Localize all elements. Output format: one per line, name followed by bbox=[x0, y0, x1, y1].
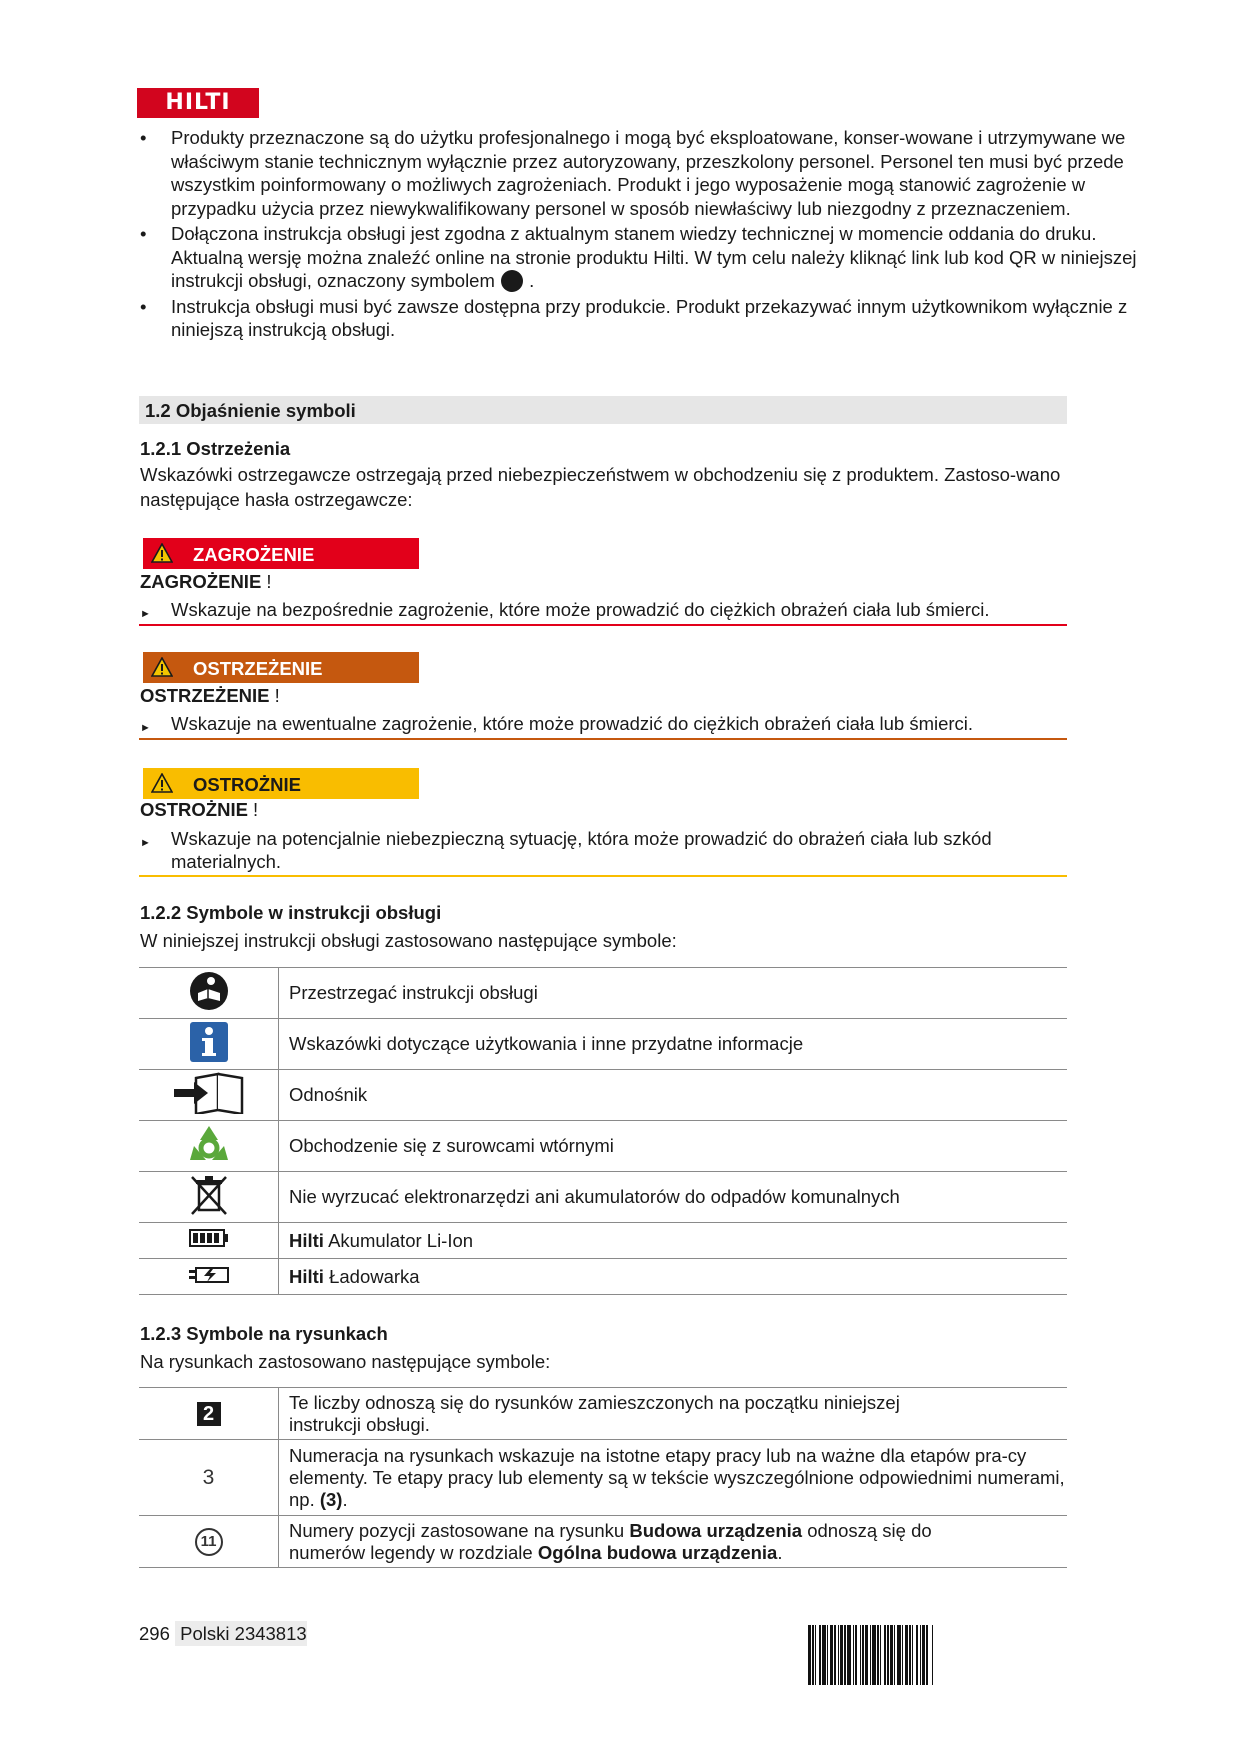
symbol-description: Wskazówki dotyczące użytkowania i inne przydatne informacje bbox=[279, 1019, 1068, 1070]
warning-description bbox=[140, 712, 1070, 735]
bullet-glyph: • bbox=[140, 223, 147, 244]
symbol-cell bbox=[139, 1440, 279, 1516]
barcode-icon bbox=[808, 1625, 1066, 1685]
symbol-description: Obchodzenie się z surowcami wtórnymi bbox=[279, 1121, 1068, 1172]
table-row bbox=[139, 1019, 1067, 1070]
bullet-text-3: Instrukcja obsługi musi być zawsze dostępna przy produkcie. Produkt przekazywać innym użytkownikom wyłącznie z niniejszą instrukcją obsługi. bbox=[171, 295, 1128, 340]
warnings-heading: 1.2.1 Ostrzeżenia bbox=[140, 438, 291, 459]
hilti-logo bbox=[137, 88, 259, 118]
warning-text: Wskazuje na ewentualne zagrożenie, które może prowadzić do ciężkich obrażeń ciała lub śmierci. bbox=[171, 713, 974, 734]
symbol-cell bbox=[139, 1259, 279, 1295]
page-footer bbox=[139, 1623, 307, 1645]
language-text: Polski bbox=[180, 1623, 230, 1644]
warning-triangle-icon bbox=[151, 657, 173, 677]
step-number-icon: 3 bbox=[202, 1465, 215, 1489]
position-text-2: odnoszą się do numerów legendy w rozdziale bbox=[289, 1519, 932, 1563]
caution-rule bbox=[139, 875, 1067, 877]
table-row bbox=[139, 1440, 1067, 1516]
warning-triangle-icon bbox=[151, 543, 173, 563]
table-row bbox=[139, 1121, 1067, 1172]
warning-label-text: OSTRZEŻENIE bbox=[193, 658, 323, 679]
table-row bbox=[139, 1388, 1067, 1440]
danger-rule bbox=[139, 624, 1067, 626]
warning-triangle-icon bbox=[151, 773, 173, 793]
symbol-description bbox=[279, 1223, 1068, 1259]
list-item bbox=[140, 222, 1155, 293]
symbol-cell bbox=[139, 1070, 279, 1121]
symbol-description bbox=[279, 1440, 1068, 1516]
bullet-text-1: Produkty przeznaczone są do użytku profesjonalnego i mogą być eksploatowane, konser-wowane i utrzymywane we właściwym stanie technicznym wyłącznie przez autoryzowany, przeszkolony personel. Personel ten musi być przede wszystkim poinformowany o możliwych zagrożeniach. Produkt i jego wyposażenie mogą stanowić zagrożenie w przypadku użycia przez niewykwalifikowany personel w sposób niewłaściwy lub niezgodny z przeznaczeniem. bbox=[171, 127, 1126, 219]
danger-title-text: ZAGROŻENIE bbox=[140, 571, 262, 592]
symbol-cell bbox=[139, 1388, 279, 1440]
table-row bbox=[139, 1516, 1067, 1568]
step-tail: . bbox=[342, 1488, 348, 1510]
product-name: Akumulator Li-Ion bbox=[323, 1229, 474, 1251]
qr-link-icon[interactable] bbox=[501, 270, 523, 292]
symbol-cell bbox=[139, 1172, 279, 1223]
symbol-cell bbox=[139, 968, 279, 1019]
page-number: 296 bbox=[139, 1623, 170, 1644]
caution-text: Wskazuje na potencjalnie niebezpieczną sytuację, która może prowadzić do obrażeń ciała lub szkód materialnych. bbox=[171, 828, 992, 872]
figure-number-icon: 2 bbox=[197, 1402, 221, 1426]
danger-signal-label bbox=[143, 538, 419, 569]
position-bold-1: Budowa urządzenia bbox=[629, 1519, 803, 1541]
caution-signal-label bbox=[143, 768, 419, 799]
brand-name: Hilti bbox=[289, 1265, 324, 1287]
position-bold-2: Ogólna budowa urządzenia bbox=[537, 1541, 778, 1563]
bullet-text-2: Dołączona instrukcja obsługi jest zgodna z aktualnym stanem wiedzy technicznej w momencie oddania do druku. Aktualną wersję można znaleźć online na stronie produktu Hilti. W tym celu należy kliknąć link lub kod QR w niniejszej instrukcji obsługi, oznaczony symbolem bbox=[171, 223, 1137, 291]
charger-icon bbox=[188, 1264, 230, 1284]
manual-symbols-table bbox=[139, 967, 1067, 1295]
section-heading-bar bbox=[139, 396, 1067, 424]
drawing-symbols-table bbox=[139, 1387, 1067, 1568]
manual-symbols-heading: 1.2.2 Symbole w instrukcji obsługi bbox=[140, 902, 442, 923]
position-text-1: Numery pozycji zastosowane na rysunku bbox=[289, 1519, 630, 1541]
symbol-cell bbox=[139, 1516, 279, 1568]
symbol-cell bbox=[139, 1121, 279, 1172]
position-text-3: . bbox=[777, 1541, 783, 1563]
bullet-glyph: • bbox=[140, 295, 147, 317]
read-manual-icon bbox=[189, 971, 229, 1011]
symbol-description: Te liczby odnoszą się do rysunków zamieszczonych na początku niniejszej instrukcji obsługi. bbox=[279, 1388, 1068, 1440]
recycling-icon bbox=[188, 1124, 230, 1164]
arrow-bullet-icon: ► bbox=[140, 837, 151, 849]
caution-title-text: OSTROŻNIE bbox=[140, 799, 248, 820]
table-row bbox=[139, 1070, 1067, 1121]
list-item bbox=[140, 295, 1155, 342]
warning-title-suffix: ! bbox=[269, 685, 280, 706]
symbol-description bbox=[279, 1259, 1068, 1295]
crossed-bin-icon bbox=[189, 1174, 229, 1216]
intro-bullets bbox=[140, 126, 1155, 344]
symbol-description: Nie wyrzucać elektronarzędzi ani akumulatorów do odpadów komunalnych bbox=[279, 1172, 1068, 1223]
warning-title bbox=[140, 685, 280, 707]
step-example: (3) bbox=[319, 1488, 343, 1510]
arrow-bullet-icon: ► bbox=[140, 608, 151, 620]
step-text: Numeracja na rysunkach wskazuje na istotne etapy pracy lub na ważne dla etapów pra-cy elementy. Te etapy pracy lub elementy są w tekście wyszczególnione odpowiednimi numerami, np. bbox=[289, 1444, 1065, 1510]
caution-description bbox=[140, 827, 1070, 873]
reference-book-icon bbox=[172, 1072, 246, 1114]
danger-title bbox=[140, 571, 272, 593]
danger-description bbox=[140, 598, 1070, 621]
danger-title-suffix: ! bbox=[261, 571, 272, 592]
logo-text: HILTI bbox=[165, 90, 231, 115]
danger-label-text: ZAGROŻENIE bbox=[193, 544, 315, 565]
manual-symbols-intro: W niniejszej instrukcji obsługi zastosowano następujące symbole: bbox=[140, 930, 677, 951]
product-name: Ładowarka bbox=[323, 1265, 420, 1287]
caution-title bbox=[140, 799, 258, 821]
doc-number: 2343813 bbox=[234, 1623, 307, 1644]
arrow-bullet-icon: ► bbox=[140, 722, 151, 734]
bullet-text-2-suffix: . bbox=[529, 270, 535, 291]
symbol-description bbox=[279, 1516, 1068, 1568]
section-title: 1.2 Objaśnienie symboli bbox=[145, 400, 356, 421]
warning-rule bbox=[139, 738, 1067, 740]
table-row bbox=[139, 1223, 1067, 1259]
list-item bbox=[140, 126, 1155, 220]
table-row bbox=[139, 1259, 1067, 1295]
info-icon bbox=[189, 1021, 229, 1063]
battery-icon bbox=[189, 1229, 229, 1247]
footer-language bbox=[175, 1621, 235, 1646]
symbol-cell bbox=[139, 1223, 279, 1259]
brand-name: Hilti bbox=[289, 1229, 324, 1251]
table-row bbox=[139, 1172, 1067, 1223]
caution-title-suffix: ! bbox=[247, 799, 259, 820]
position-number-icon: 11 bbox=[195, 1528, 223, 1556]
warnings-intro: Wskazówki ostrzegawcze ostrzegają przed niebezpieczeństwem w obchodzeniu się z produktem. Zastoso-wano następujące hasła ostrzegawcze: bbox=[140, 464, 1061, 510]
warning-title-text: OSTRZEŻENIE bbox=[140, 685, 270, 706]
bullet-glyph: • bbox=[140, 127, 147, 148]
table-row bbox=[139, 968, 1067, 1019]
symbol-description: Przestrzegać instrukcji obsługi bbox=[279, 968, 1068, 1019]
symbol-cell bbox=[139, 1019, 279, 1070]
drawing-symbols-heading: 1.2.3 Symbole na rysunkach bbox=[140, 1323, 388, 1344]
caution-label-text: OSTROŻNIE bbox=[193, 774, 301, 795]
danger-text: Wskazuje na bezpośrednie zagrożenie, które może prowadzić do ciężkich obrażeń ciała lub śmierci. bbox=[171, 599, 990, 620]
drawing-symbols-intro: Na rysunkach zastosowano następujące symbole: bbox=[140, 1351, 551, 1372]
symbol-description: Odnośnik bbox=[279, 1070, 1068, 1121]
warning-signal-label bbox=[143, 652, 419, 683]
